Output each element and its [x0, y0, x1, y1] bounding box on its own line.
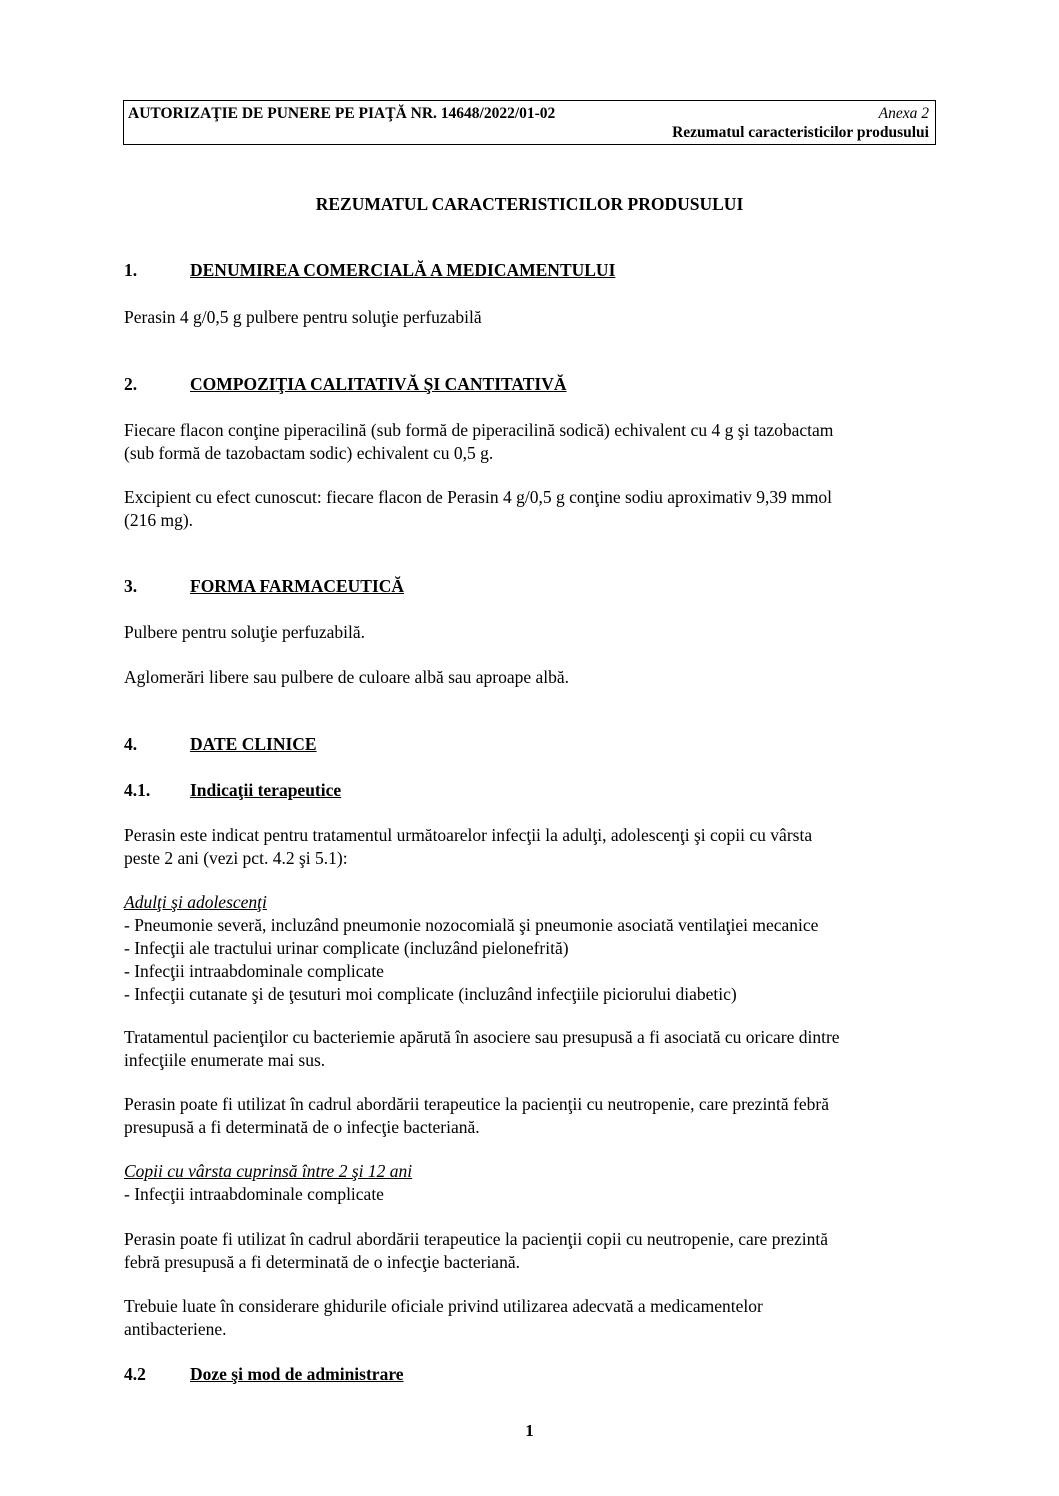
subheading: Adulţi şi adolescenţi: [124, 892, 267, 912]
text-line: Perasin poate fi utilizat în cadrul abordării terapeutice la pacienţii cu neutropenie, care prezintă febră: [124, 1094, 829, 1114]
excipient-paragraph: [124, 486, 939, 532]
text-line: infecţiile enumerate mai sus.: [124, 1050, 326, 1070]
list-item: - Pneumonie severă, incluzând pneumonie nozocomială şi pneumonie asociată ventilaţiei mecanice: [124, 915, 819, 935]
section-number: 4.1.: [124, 780, 151, 800]
text-line: Excipient cu efect cunoscut: fiecare flacon de Perasin 4 g/0,5 g conţine sodiu aproximativ 9,39 mmol: [124, 487, 833, 507]
section-title: DATE CLINICE: [190, 734, 317, 754]
guidelines-paragraph: [124, 1295, 939, 1341]
text-line: (sub formă de tazobactam sodic) echivalent cu 0,5 g.: [124, 443, 494, 463]
section-title: Indicaţii terapeutice: [190, 780, 342, 800]
section-4-heading: [124, 733, 939, 756]
composition-paragraph: [124, 419, 939, 465]
text-line: Tratamentul pacienţilor cu bacteriemie apărută în asociere sau presupusă a fi asociată cu oricare dintre: [124, 1027, 840, 1047]
list-item: - Infecţii cutanate şi de ţesuturi moi complicate (incluzând infecţiile piciorului diabetic): [124, 984, 737, 1004]
pharmaceutical-form: Pulbere pentru soluţie perfuzabilă.: [124, 622, 366, 642]
section-number: 4.2: [124, 1364, 146, 1384]
page-number: 1: [525, 1421, 534, 1440]
section-number: 3.: [124, 576, 138, 596]
section-number: 1.: [124, 260, 138, 280]
children-neutropenia-paragraph: [124, 1228, 939, 1274]
text-line: Fiecare flacon conţine piperacilină (sub formă de piperacilină sodică) echivalent cu 4 g şi tazobactam: [124, 420, 834, 440]
text-line: Perasin poate fi utilizat în cadrul abordării terapeutice la pacienţii copii cu neutropenie, care prezintă: [124, 1229, 829, 1249]
appearance-description: Aglomerări libere sau pulbere de culoare albă sau aproape albă.: [124, 667, 570, 687]
list-item: - Infecţii intraabdominale complicate: [124, 1184, 384, 1204]
indications-intro: [124, 824, 939, 870]
list-item: - Infecţii intraabdominale complicate: [124, 961, 384, 981]
text-line: febră presupusă a fi determinată de o infecţie bacteriană.: [124, 1252, 520, 1272]
product-name: Perasin 4 g/0,5 g pulbere pentru soluţie perfuzabilă: [124, 307, 482, 327]
adults-indications: [124, 891, 939, 1006]
text-line: Perasin este indicat pentru tratamentul următoarelor infecţii la adulţi, adolescenţi şi copii cu vârsta: [124, 825, 813, 845]
bacteremia-paragraph: [124, 1026, 939, 1072]
header-subtitle: Rezumatul caracteristicilor produsului: [672, 124, 929, 141]
annex-label: Anexa 2: [878, 105, 929, 122]
section-title: FORMA FARMACEUTICĂ: [190, 576, 405, 596]
neutropenia-paragraph: [124, 1093, 939, 1139]
subheading: Copii cu vârsta cuprinsă între 2 şi 12 ani: [124, 1161, 413, 1181]
section-2-heading: [124, 373, 939, 396]
section-title: COMPOZIŢIA CALITATIVĂ ŞI CANTITATIVĂ: [190, 374, 567, 394]
section-number: 2.: [124, 374, 138, 394]
text-line: (216 mg).: [124, 510, 194, 530]
document-title: REZUMATUL CARACTERISTICILOR PRODUSULUI: [315, 194, 744, 214]
authorization-header: [123, 100, 936, 145]
section-1-heading: [124, 259, 939, 282]
section-number: 4.: [124, 734, 138, 754]
section-3-heading: [124, 575, 939, 598]
text-line: antibacteriene.: [124, 1319, 227, 1339]
text-line: peste 2 ani (vezi pct. 4.2 şi 5.1):: [124, 848, 348, 868]
section-title: Doze şi mod de administrare: [190, 1364, 404, 1384]
text-line: presupusă a fi determinată de o infecţie bacteriană.: [124, 1117, 480, 1137]
children-indications: [124, 1160, 939, 1206]
section-4-1-heading: [124, 779, 939, 802]
text-line: Trebuie luate în considerare ghidurile oficiale privind utilizarea adecvată a medicamentelor: [124, 1296, 763, 1316]
section-title: DENUMIREA COMERCIALĂ A MEDICAMENTULUI: [190, 260, 616, 280]
section-4-2-heading: [124, 1363, 939, 1386]
authorization-number: AUTORIZAŢIE DE PUNERE PE PIAŢĂ NR. 14648/2022/01-02: [128, 105, 556, 122]
list-item: - Infecţii ale tractului urinar complicate (incluzând pielonefrită): [124, 938, 569, 958]
